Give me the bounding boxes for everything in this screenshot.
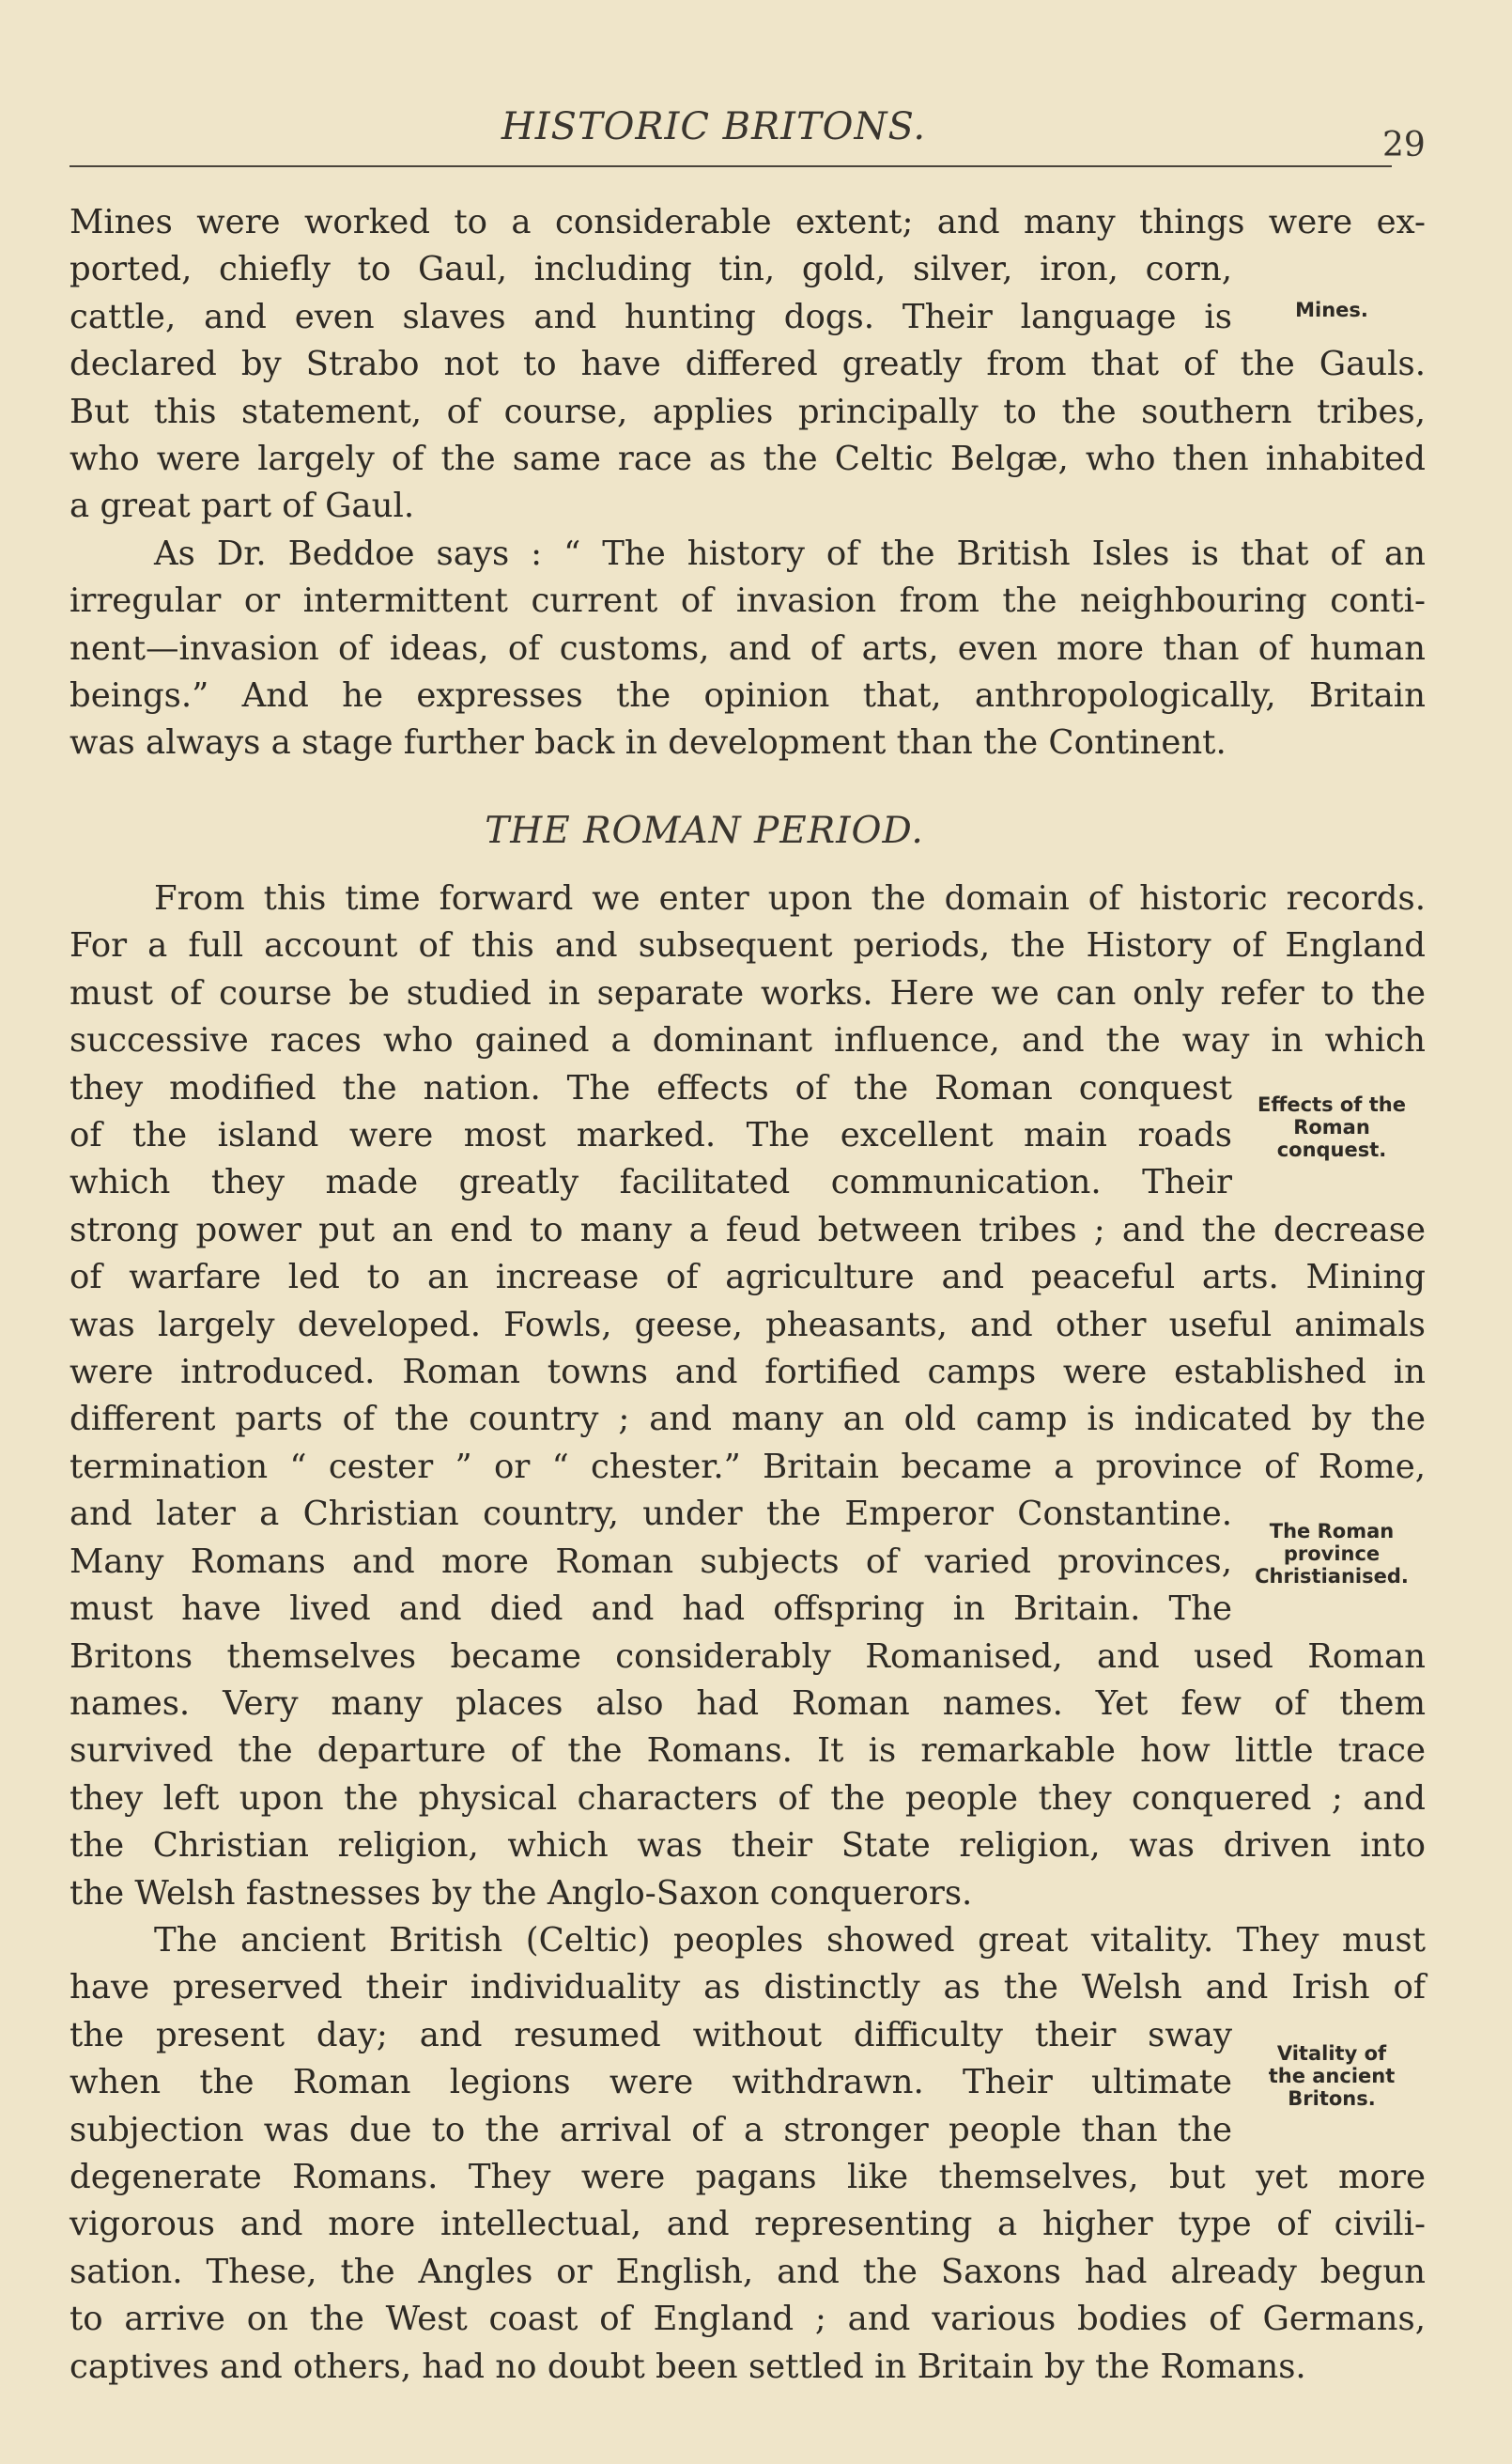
paragraph-mines xyxy=(69,199,1426,531)
section-title: THE ROMAN PERIOD. xyxy=(485,810,924,852)
text-line: sation. These, the Angles or English, and the Saxons had already begun xyxy=(69,2252,1426,2291)
text-line: was always a stage further back in development than the Continent. xyxy=(69,723,1227,763)
side-note-line: Roman xyxy=(1293,1116,1370,1139)
text-line: survived the departure of the Romans. It is remarkable how little trace xyxy=(69,1731,1426,1771)
side-note-line: The Roman xyxy=(1269,1520,1395,1542)
text-line: irregular or intermittent current of invasion from the neighbouring conti- xyxy=(69,581,1426,621)
text-line: ported, chiefly to Gaul, including tin, gold, silver, iron, corn, xyxy=(69,250,1232,289)
text-line: they modified the nation. The effects of the Roman conquest xyxy=(69,1068,1232,1108)
text-line: subjection was due to the arrival of a stronger people than the xyxy=(69,2110,1232,2149)
text-line: different parts of the country ; and many an old camp is indicated by the xyxy=(69,1400,1426,1439)
text-line: of the island were most marked. The excellent main roads xyxy=(69,1116,1232,1155)
text-line: degenerate Romans. They were pagans like themselves, but yet more xyxy=(69,2157,1426,2196)
roman-period-text xyxy=(69,876,1426,2391)
side-note-vitality xyxy=(1238,2042,1426,2110)
text-line: and later a Christian country, under the Emperor Constantine. xyxy=(69,1495,1232,1534)
side-note-line: Vitality of xyxy=(1276,2042,1387,2065)
text-line: The ancient British (Celtic) peoples showed great vitality. They must xyxy=(154,1920,1426,1960)
text-line: But this statement, of course, applies principally to the southern tribes, xyxy=(69,392,1426,431)
text-line: who were largely of the same race as the Celtic Belgæ, who then inhabited xyxy=(69,440,1426,479)
text-line: strong power put an end to many a feud between tribes ; and the decrease xyxy=(69,1210,1426,1249)
text-line: names. Very many places also had Roman names. Yet few of them xyxy=(69,1683,1426,1723)
text-line: vigorous and more intellectual, and representing a higher type of civili- xyxy=(69,2205,1426,2244)
side-note-line: province xyxy=(1283,1542,1381,1565)
text-line: was largely developed. Fowls, geese, pheasants, and other useful animals xyxy=(69,1305,1426,1344)
text-line: declared by Strabo not to have differed greatly from that of the Gauls. xyxy=(69,345,1426,384)
side-note-line: conquest. xyxy=(1276,1139,1387,1161)
text-line: Britons themselves became considerably Romanised, and used Roman xyxy=(69,1636,1426,1676)
text-line: successive races who gained a dominant influence, and the way in which xyxy=(69,1021,1426,1061)
text-line: when the Roman legions were withdrawn. Their ultimate xyxy=(69,2063,1232,2102)
text-line: must of course be studied in separate works. Here we can only refer to the xyxy=(69,973,1426,1013)
side-note-line: the ancient xyxy=(1268,2065,1396,2087)
text-line: the present day; and resumed without difficulty their sway xyxy=(69,2015,1232,2054)
side-note-mines xyxy=(1238,299,1426,321)
text-line: captives and others, had no doubt been settled in Britain by the Romans. xyxy=(69,2347,1306,2386)
text-line: beings.” And he expresses the opinion that, anthropologically, Britain xyxy=(69,676,1426,716)
text-line: Mines were worked to a considerable extent; and many things were ex- xyxy=(69,203,1426,241)
side-note-effects xyxy=(1238,1093,1426,1161)
text-line: As Dr. Beddoe says : “ The history of the British Isles is that of an xyxy=(154,534,1426,573)
text-line: the Welsh fastnesses by the Anglo-Saxon conquerors. xyxy=(69,1873,973,1913)
text-line: Many Romans and more Roman subjects of varied provinces, xyxy=(69,1542,1232,1581)
side-note-line: Christianised. xyxy=(1255,1565,1409,1588)
header-rule xyxy=(69,165,1392,167)
text-line: the Christian religion, which was their State religion, was driven into xyxy=(69,1826,1426,1866)
text-line: to arrive on the West coast of England ; and various bodies of Germans, xyxy=(69,2300,1426,2339)
text-line: were introduced. Roman towns and fortified camps were established in xyxy=(69,1353,1426,1392)
text-line: For a full account of this and subsequent periods, the History of England xyxy=(69,926,1426,966)
text-line: a great part of Gaul. xyxy=(69,487,415,526)
intro-text xyxy=(69,199,1426,767)
paragraph-vitality xyxy=(69,1917,1426,2391)
side-note-line: Effects of the xyxy=(1257,1093,1406,1116)
text-line: termination “ cester ” or “ chester.” Britain became a province of Rome, xyxy=(69,1447,1426,1486)
text-line: they left upon the physical characters of the people they conquered ; and xyxy=(69,1778,1426,1818)
page-number: 29 xyxy=(1382,126,1426,164)
text-line: of warfare led to an increase of agriculture and peaceful arts. Mining xyxy=(69,1258,1426,1297)
paragraph-roman-conquest xyxy=(69,876,1426,1917)
text-line: From this time forward we enter upon the domain of historic records. xyxy=(154,879,1426,918)
side-note-province xyxy=(1238,1520,1426,1588)
side-note-line: Britons. xyxy=(1288,2087,1376,2110)
text-line: nent—invasion of ideas, of customs, and of arts, even more than of human xyxy=(69,628,1426,668)
text-line: must have lived and died and had offspring in Britain. The xyxy=(69,1589,1232,1629)
text-line: which they made greatly facilitated communication. Their xyxy=(69,1163,1232,1202)
text-line: cattle, and even slaves and hunting dogs. Their language is xyxy=(69,297,1232,336)
running-title: HISTORIC BRITONS. xyxy=(501,105,927,148)
side-note-line: Mines. xyxy=(1295,299,1368,321)
text-line: have preserved their individuality as distinctly as the Welsh and Irish of xyxy=(69,1968,1426,2007)
paragraph-beddoe xyxy=(69,531,1426,767)
